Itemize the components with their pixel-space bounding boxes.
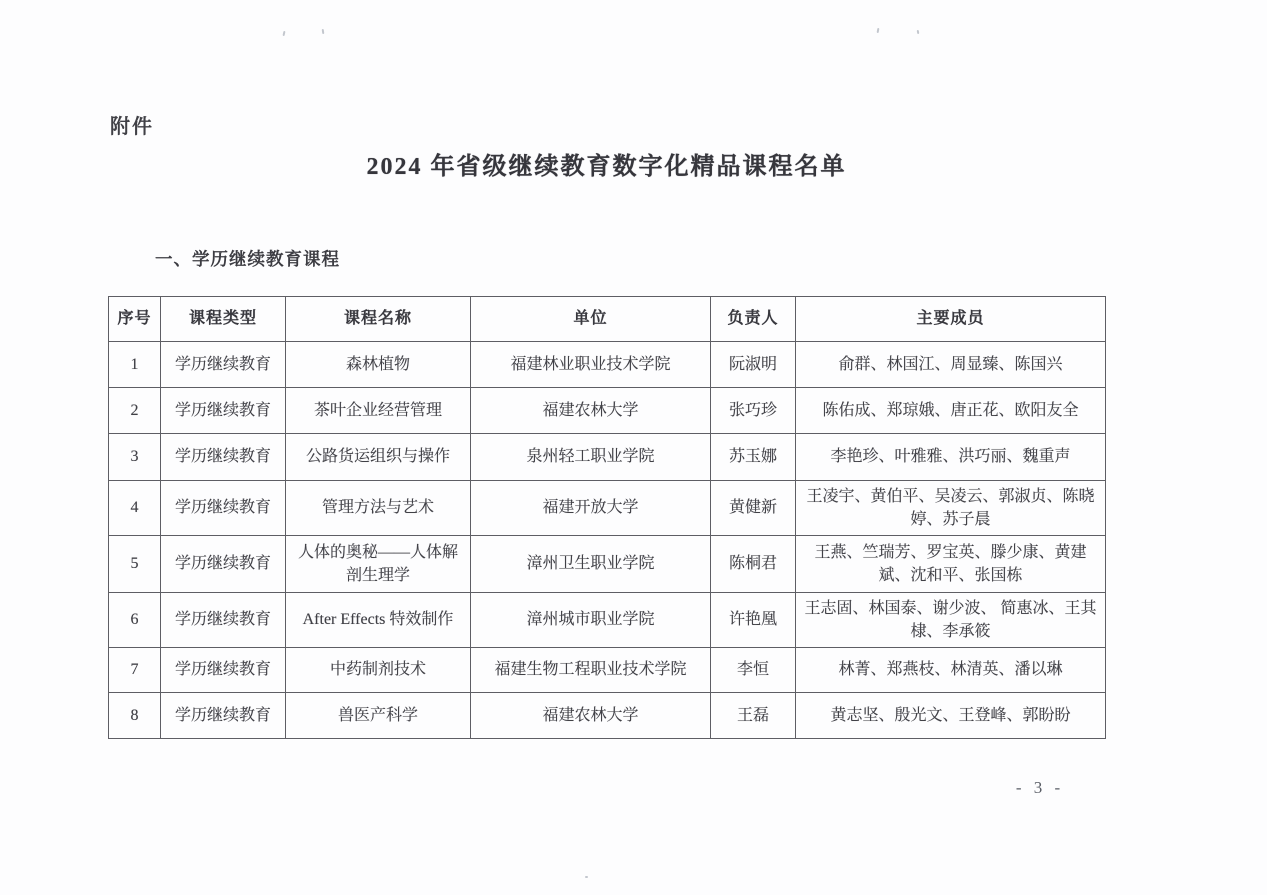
cell-members: 黄志坚、殷光文、王登峰、郭盼盼 bbox=[796, 693, 1106, 739]
table-row bbox=[109, 693, 1106, 739]
scan-speck bbox=[585, 876, 588, 878]
document-title: 2024 年省级继续教育数字化精品课程名单 bbox=[366, 154, 847, 180]
table-row bbox=[109, 536, 1106, 593]
cell-course-name: 管理方法与艺术 bbox=[286, 481, 471, 536]
cell-course-type: 学历继续教育 bbox=[161, 648, 286, 693]
col-header-leader: 负责人 bbox=[711, 297, 796, 342]
page-number: - 3 - bbox=[1015, 778, 1065, 797]
cell-unit: 福建农林大学 bbox=[471, 388, 711, 434]
course-table bbox=[108, 296, 1106, 739]
col-header-course-type: 课程类型 bbox=[161, 297, 286, 342]
scan-speck bbox=[917, 30, 920, 34]
table-row bbox=[109, 342, 1106, 388]
cell-unit: 福建林业职业技术学院 bbox=[471, 342, 711, 388]
cell-course-name: 森林植物 bbox=[286, 342, 471, 388]
table-row bbox=[109, 593, 1106, 648]
cell-members: 王凌宇、黄伯平、吴凌云、郭淑贞、陈晓婷、苏子晨 bbox=[796, 481, 1106, 536]
table-row bbox=[109, 481, 1106, 536]
cell-members: 李艳珍、叶雅雅、洪巧丽、魏重声 bbox=[796, 434, 1106, 481]
cell-leader: 张巧珍 bbox=[711, 388, 796, 434]
cell-course-name: 中药制剂技术 bbox=[286, 648, 471, 693]
cell-members: 俞群、林国江、周显臻、陈国兴 bbox=[796, 342, 1106, 388]
cell-leader: 许艳凰 bbox=[711, 593, 796, 648]
cell-course-type: 学历继续教育 bbox=[161, 342, 286, 388]
cell-leader: 黄健新 bbox=[711, 481, 796, 536]
scan-speck bbox=[283, 31, 286, 36]
scan-speck bbox=[322, 29, 325, 34]
table-header-row bbox=[109, 297, 1106, 342]
table-row bbox=[109, 648, 1106, 693]
col-header-index: 序号 bbox=[109, 297, 161, 342]
cell-leader: 陈桐君 bbox=[711, 536, 796, 593]
cell-leader: 阮淑明 bbox=[711, 342, 796, 388]
cell-index: 2 bbox=[109, 388, 161, 434]
cell-course-type: 学历继续教育 bbox=[161, 693, 286, 739]
col-header-course-name: 课程名称 bbox=[286, 297, 471, 342]
cell-course-type: 学历继续教育 bbox=[161, 593, 286, 648]
cell-index: 4 bbox=[109, 481, 161, 536]
cell-index: 7 bbox=[109, 648, 161, 693]
cell-course-type: 学历继续教育 bbox=[161, 434, 286, 481]
cell-members: 王燕、竺瑞芳、罗宝英、滕少康、黄建斌、沈和平、张国栋 bbox=[796, 536, 1106, 593]
cell-members: 林菁、郑燕枝、林清英、潘以琳 bbox=[796, 648, 1106, 693]
cell-index: 3 bbox=[109, 434, 161, 481]
cell-leader: 李恒 bbox=[711, 648, 796, 693]
cell-leader: 王磊 bbox=[711, 693, 796, 739]
cell-course-name: After Effects 特效制作 bbox=[286, 593, 471, 648]
cell-course-name: 兽医产科学 bbox=[286, 693, 471, 739]
cell-members: 王志固、林国泰、谢少波、 简惠冰、王其棣、李承筱 bbox=[796, 593, 1106, 648]
cell-unit: 漳州城市职业学院 bbox=[471, 593, 711, 648]
cell-index: 6 bbox=[109, 593, 161, 648]
table-row bbox=[109, 388, 1106, 434]
col-header-members: 主要成员 bbox=[796, 297, 1106, 342]
cell-index: 1 bbox=[109, 342, 161, 388]
cell-course-name: 人体的奥秘——人体解剖生理学 bbox=[286, 536, 471, 593]
cell-unit: 福建生物工程职业技术学院 bbox=[471, 648, 711, 693]
cell-course-type: 学历继续教育 bbox=[161, 481, 286, 536]
cell-leader: 苏玉娜 bbox=[711, 434, 796, 481]
table-row bbox=[109, 434, 1106, 481]
cell-course-name: 公路货运组织与操作 bbox=[286, 434, 471, 481]
cell-unit: 漳州卫生职业学院 bbox=[471, 536, 711, 593]
cell-course-type: 学历继续教育 bbox=[161, 388, 286, 434]
cell-index: 8 bbox=[109, 693, 161, 739]
cell-index: 5 bbox=[109, 536, 161, 593]
cell-unit: 福建农林大学 bbox=[471, 693, 711, 739]
cell-course-type: 学历继续教育 bbox=[161, 536, 286, 593]
cell-members: 陈佑成、郑琼娥、唐正花、欧阳友全 bbox=[796, 388, 1106, 434]
attachment-label: 附件 bbox=[110, 116, 154, 138]
cell-course-name: 茶叶企业经营管理 bbox=[286, 388, 471, 434]
section-heading: 一、学历继续教育课程 bbox=[155, 249, 340, 269]
cell-unit: 福建开放大学 bbox=[471, 481, 711, 536]
scan-speck bbox=[877, 28, 880, 33]
col-header-unit: 单位 bbox=[471, 297, 711, 342]
cell-unit: 泉州轻工职业学院 bbox=[471, 434, 711, 481]
